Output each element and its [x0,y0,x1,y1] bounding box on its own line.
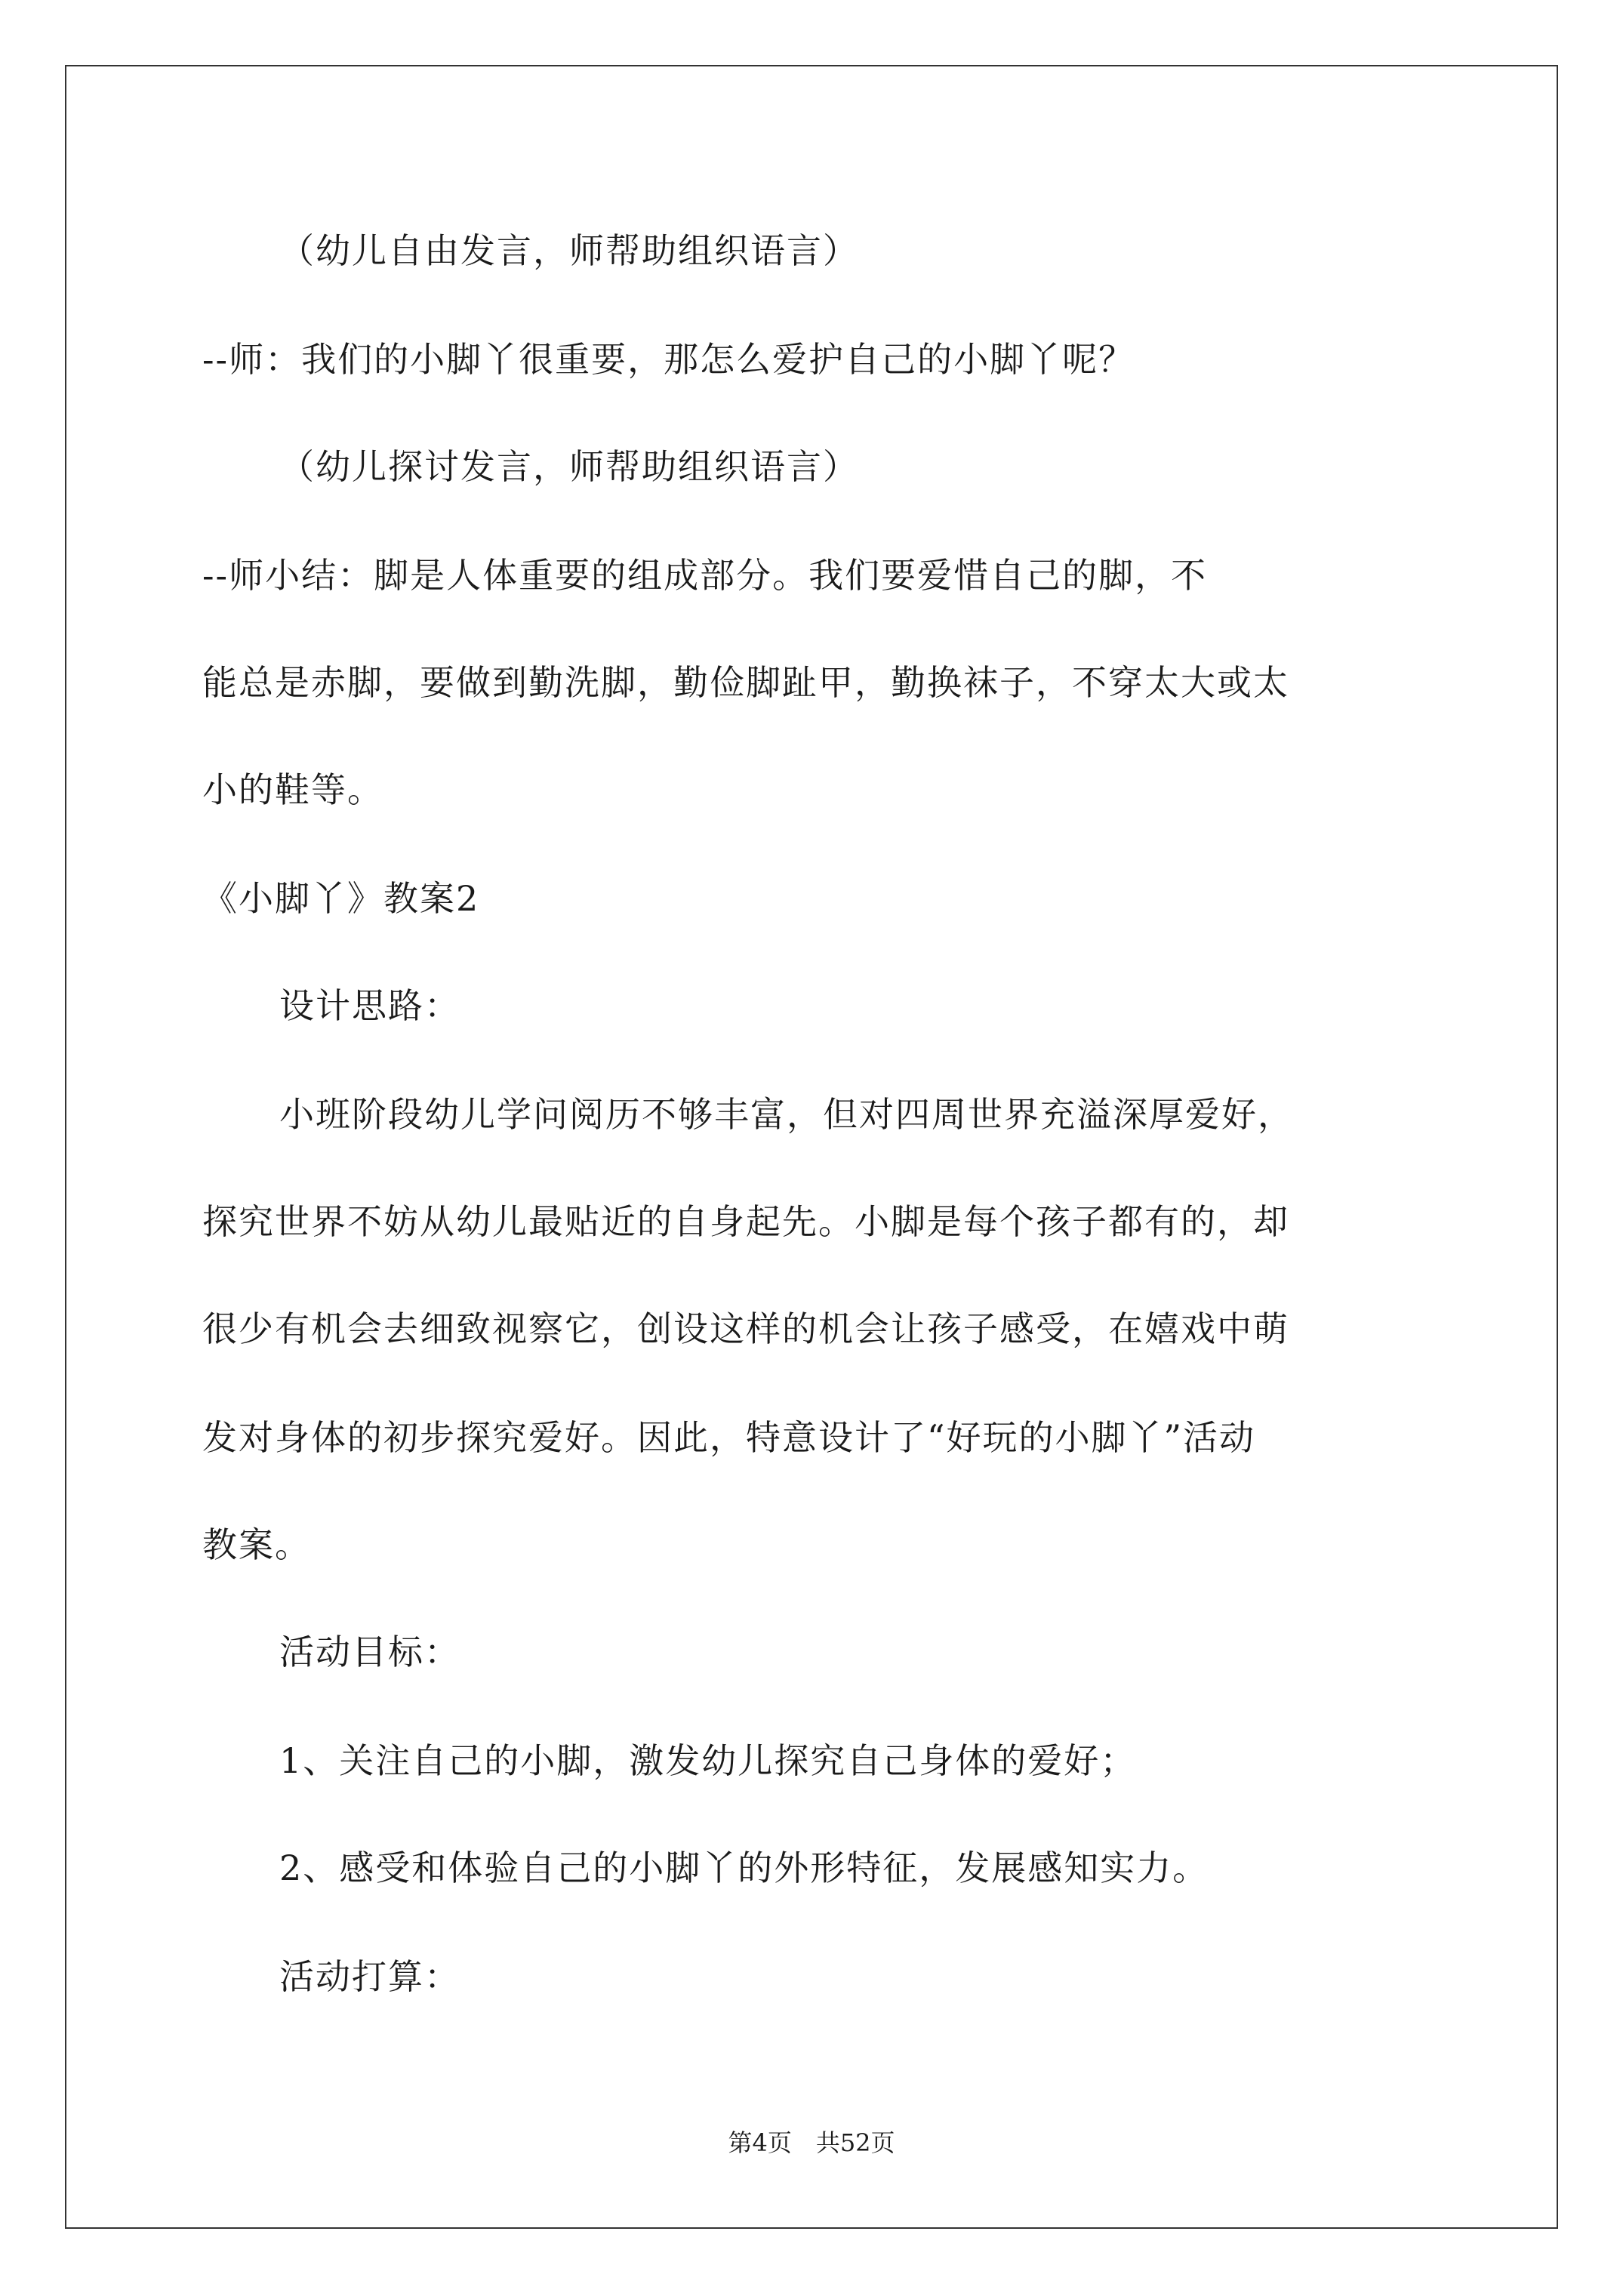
paragraph-line: （幼儿探讨发言，师帮助组织语言） [279,446,859,487]
paragraph-line: 小班阶段幼儿学问阅历不够丰富，但对四周世界充溢深厚爱好， [279,1094,1294,1135]
paragraph-line: 2、感受和体验自己的小脚丫的外形特征，发展感知实力。 [279,1848,1209,1888]
page-border [65,65,1558,2229]
paragraph-line: 发对身体的初步探究爱好。因此，特意设计了“好玩的小脚丫”活动 [202,1417,1256,1458]
section-heading: 《小脚丫》教案2 [202,878,480,919]
paragraph-line: 教案。 [202,1524,311,1565]
paragraph-line: 很少有机会去细致视察它，创设这样的机会让孩子感受，在嬉戏中萌 [202,1308,1289,1349]
paragraph-line: （幼儿自由发言，师帮助组织语言） [279,230,859,271]
paragraph-line: 探究世界不妨从幼儿最贴近的自身起先。小脚是每个孩子都有的，却 [202,1201,1289,1242]
paragraph-line: 1、关注自己的小脚，激发幼儿探究自己身体的爱好； [279,1740,1137,1781]
paragraph-line: 小的鞋等。 [202,769,383,810]
paragraph-line: 活动打算： [279,1956,460,1997]
paragraph-line: 能总是赤脚，要做到勤洗脚，勤俭脚趾甲，勤换袜子，不穿太大或太 [202,662,1289,703]
paragraph-line: --师小结：脚是人体重要的组成部分。我们要爱惜自己的脚，不 [202,555,1208,596]
page-number: 第4页 共52页 [728,2128,895,2157]
paragraph-line: --师：我们的小脚丫很重要，那怎么爱护自己的小脚丫呢？ [202,339,1135,380]
paragraph-line: 设计思路： [279,985,460,1026]
paragraph-line: 活动目标： [279,1632,460,1672]
